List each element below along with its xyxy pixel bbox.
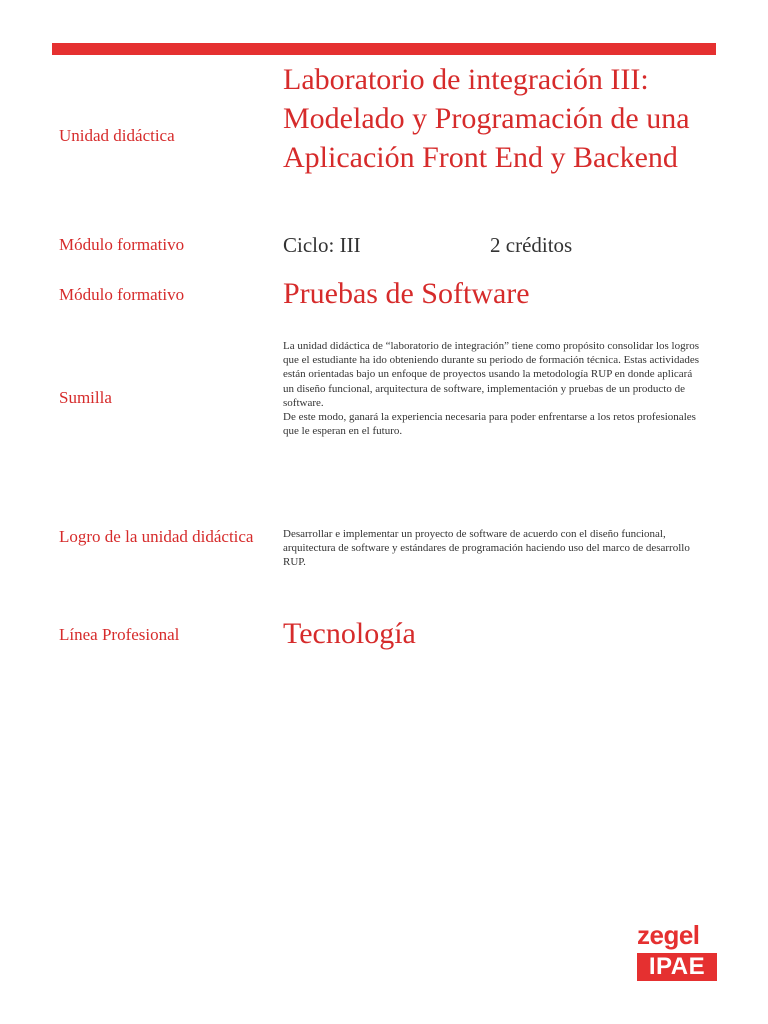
logro-text: Desarrollar e implementar un proyecto de software de acuerdo con el diseño funcional, arquitectura de software y estándares de programación haciendo uso del marco de desarrollo RUP. (283, 528, 690, 569)
header-accent-bar (52, 43, 716, 55)
linea-profesional-label: Línea Profesional (59, 625, 180, 644)
logro-label: Logro de la unidad didáctica (59, 527, 254, 546)
modulo-formativo-label-2: Módulo formativo (59, 285, 185, 304)
modulo-formativo-label: Módulo formativo (59, 235, 185, 254)
logo-zegel-text: zegel (637, 920, 700, 950)
ciclo-row (283, 232, 703, 258)
creditos-value: 2 créditos (490, 233, 573, 257)
logo-ipae-box: IPAE (637, 953, 717, 981)
linea-profesional-value: Tecnología (283, 617, 416, 650)
zegel-ipae-logo (637, 921, 717, 981)
sumilla-paragraph-1: La unidad didáctica de “laboratorio de integración” tiene como propósito consolidar los logros que el estudiante ha ido obteniendo durante su periodo de formación técnica. Estas actividades están orientadas bajo un enfoque de proyectos usando la metodología RUP en donde aplicará un diseño funcional, arquitectura de software, implementación y pruebas de un producto de software. (283, 340, 700, 409)
unidad-didactica-title: Laboratorio de integración III: Modelado y Programación de una Aplicación Front End y Backend (283, 63, 690, 174)
sumilla-label: Sumilla (59, 388, 112, 407)
sumilla-text (283, 339, 703, 438)
sumilla-paragraph-2: De este modo, ganará la experiencia necesaria para poder enfrentarse a los retos profesionales que le esperan en el futuro. (283, 411, 696, 438)
unidad-didactica-label: Unidad didáctica (59, 126, 175, 145)
modulo-formativo-name: Pruebas de Software (283, 277, 530, 310)
ciclo-value: Ciclo: III (283, 233, 361, 257)
